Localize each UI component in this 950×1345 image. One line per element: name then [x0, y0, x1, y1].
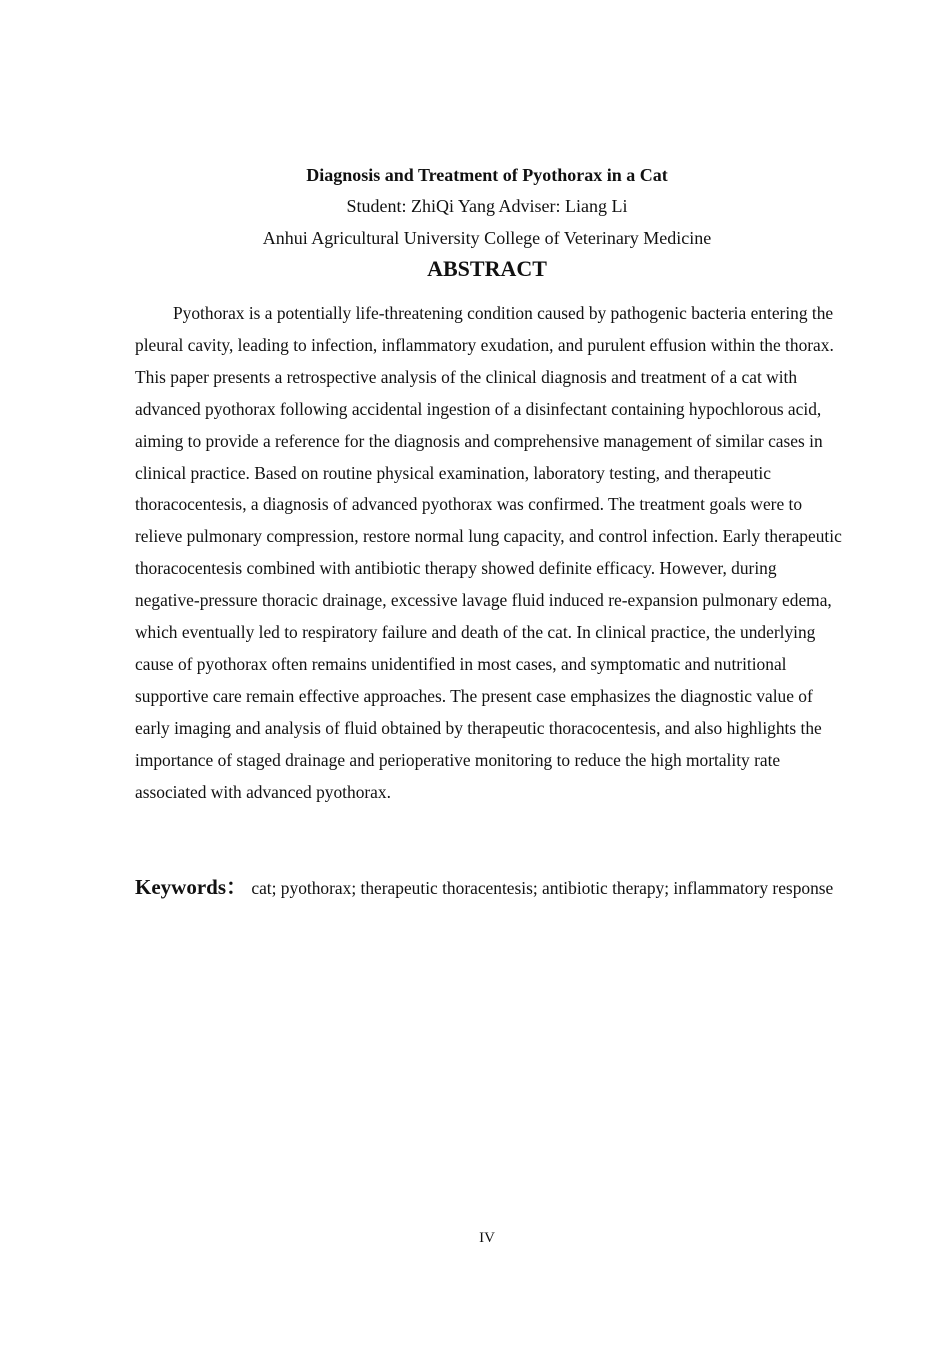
keywords-label: Keywords： [135, 875, 247, 899]
keywords-line [135, 871, 843, 904]
page-number: IV [479, 1230, 495, 1246]
keywords-text: cat; pyothorax; therapeutic thoracentesis; antibiotic therapy; inflammatory response [251, 878, 834, 898]
abstract-body: Pyothorax is a potentially life-threatening condition caused by pathogenic bacteria entering the pleural cavity, leading to infection, inflammatory exudation, and purulent effusion within the thorax. This paper presents a retrospective analysis of the clinical diagnosis and treatment of a cat with advanced pyothorax following accidental ingestion of a disinfectant containing hypochlorous acid, aiming to provide a reference for the diagnosis and comprehensive management of similar cases in clinical practice. Based on routine physical examination, laboratory testing, and therapeutic thoracocentesis, a diagnosis of advanced pyothorax was confirmed. The treatment goals were to relieve pulmonary compression, restore normal lung capacity, and control infection. Early therapeutic thoracocentesis combined with antibiotic therapy showed definite efficacy. However, during negative-pressure thoracic drainage, excessive lavage fluid induced re-expansion pulmonary edema, which eventually led to respiratory failure and death of the cat. In clinical practice, the underlying cause of pyothorax often remains unidentified in most cases, and symptomatic and nutritional supportive care remain effective approaches. The present case emphasizes the diagnostic value of early imaging and analysis of fluid obtained by therapeutic thoracocentesis, and also highlights the importance of staged drainage and perioperative monitoring to reduce the high mortality rate associated with advanced pyothorax. [135, 303, 842, 802]
abstract-heading: ABSTRACT [427, 256, 547, 281]
author-byline: Student: ZhiQi Yang Adviser: Liang Li [346, 196, 628, 216]
paper-title: Diagnosis and Treatment of Pyothorax in a Cat [306, 165, 668, 185]
affiliation: Anhui Agricultural University College of Veterinary Medicine [262, 228, 712, 248]
